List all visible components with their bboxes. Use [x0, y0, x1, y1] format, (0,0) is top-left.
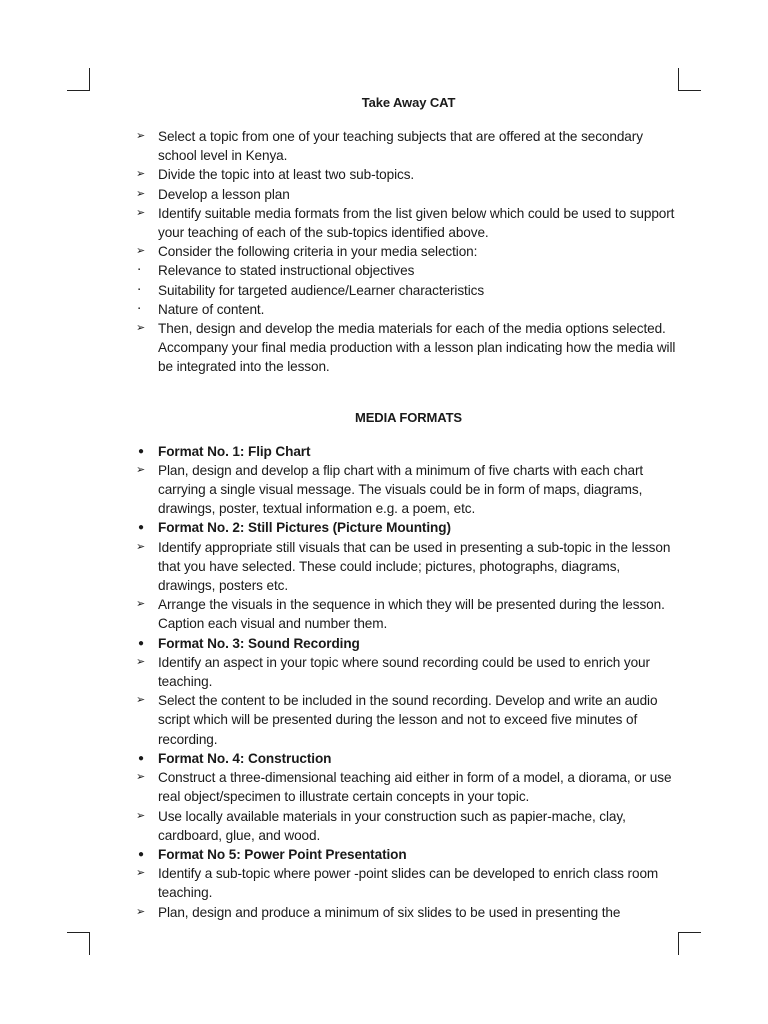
format-instruction-item: [136, 595, 681, 633]
square-bullet-icon: ▪: [138, 267, 141, 274]
document-page: [136, 93, 681, 922]
intro-list-item: [136, 281, 681, 300]
format-heading-item: [136, 845, 681, 864]
bullet-bullet-icon: ●: [138, 752, 144, 764]
list-item-text: Nature of content.: [158, 301, 265, 317]
list-item-text: Develop a lesson plan: [158, 186, 290, 202]
arrow-bullet-icon: ➢: [136, 598, 146, 611]
intro-list-item: [136, 204, 681, 242]
arrow-bullet-icon: ➢: [136, 867, 146, 880]
format-title: Format No. 2: Still Pictures (Picture Mounting): [158, 520, 451, 536]
list-item-text: Construct a three-dimensional teaching aid either in form of a model, a diorama, or use real object/specimen to illustrate certain concepts in your topic.: [158, 770, 672, 805]
intro-list-item: [136, 185, 681, 204]
arrow-bullet-icon: ➢: [136, 187, 146, 200]
format-title: Format No 5: Power Point Presentation: [158, 846, 407, 862]
arrow-bullet-icon: ➢: [136, 540, 146, 553]
arrow-bullet-icon: ➢: [136, 245, 146, 258]
format-instruction-item: [136, 538, 681, 596]
list-item-text: Use locally available materials in your construction such as papier-mache, clay, cardboard, glue, and wood.: [158, 808, 626, 843]
square-bullet-icon: ▪: [138, 286, 141, 293]
arrow-bullet-icon: ➢: [136, 655, 146, 668]
bullet-bullet-icon: ●: [138, 522, 144, 534]
format-heading-item: [136, 634, 681, 653]
list-item-text: Identify appropriate still visuals that can be used in presenting a sub-topic in the lesson that you have selected. These could include; pictures, photographs, diagrams, drawings, posters etc.: [158, 539, 671, 594]
list-item-text: Then, design and develop the media materials for each of the media options selected. Accompany your final media production with a lesson plan indicating how the media will be integrated into the lesson.: [158, 321, 676, 375]
arrow-bullet-icon: ➢: [136, 771, 146, 784]
intro-list-item: [136, 127, 681, 165]
list-item-text: Plan, design and develop a flip chart with a minimum of five charts with each chart carrying a single visual message. The visuals could be in form of maps, diagrams, drawings, poster, textual information e.g. a poem, etc.: [158, 462, 644, 517]
format-heading-item: [136, 518, 681, 537]
arrow-bullet-icon: ➢: [136, 130, 146, 142]
format-instruction-item: [136, 691, 681, 749]
bullet-bullet-icon: ●: [138, 445, 144, 457]
format-title: Format No. 3: Sound Recording: [158, 635, 360, 651]
crop-mark-bottom-left: [67, 932, 90, 955]
list-item-text: Suitability for targeted audience/Learner characteristics: [158, 282, 485, 298]
arrow-bullet-icon: ➢: [136, 905, 146, 918]
intro-list-item: [136, 261, 681, 280]
list-item-text: Plan, design and produce a minimum of six slides to be used in presenting the: [158, 904, 621, 920]
format-title: Format No. 1: Flip Chart: [158, 443, 311, 459]
format-instruction-item: [136, 768, 681, 806]
crop-mark-top-left: [67, 68, 90, 91]
arrow-bullet-icon: ➢: [136, 168, 146, 181]
list-item-text: Relevance to stated instructional objectives: [158, 263, 415, 279]
arrow-bullet-icon: ➢: [136, 809, 146, 822]
format-heading-item: [136, 749, 681, 768]
arrow-bullet-icon: ➢: [136, 322, 146, 335]
format-title: Format No. 4: Construction: [158, 750, 332, 766]
bullet-bullet-icon: ●: [138, 848, 144, 860]
list-item-text: Identify an aspect in your topic where sound recording could be used to enrich your teaching.: [158, 654, 650, 690]
list-item-text: Identify a sub-topic where power -point slides can be developed to enrich class room teaching.: [158, 866, 659, 901]
arrow-bullet-icon: ➢: [136, 206, 146, 219]
intro-list-item: [136, 242, 681, 261]
list-item-text: Identify suitable media formats from the list given below which could be used to support your teaching of each of the sub-topics identified above.: [158, 205, 675, 241]
list-item-text: Select a topic from one of your teaching subjects that are offered at the secondary school level in Kenya.: [158, 129, 643, 164]
format-instruction-item: [136, 864, 681, 902]
intro-list-item: [136, 165, 681, 184]
media-formats-heading: MEDIA FORMATS: [354, 409, 463, 425]
arrow-bullet-icon: ➢: [136, 694, 146, 707]
bullet-bullet-icon: ●: [138, 637, 144, 649]
list-item-text: Select the content to be included in the sound recording. Develop and write an audio script which will be presented during the lesson and not to exceed five minutes of recording.: [158, 693, 658, 747]
square-bullet-icon: ▪: [138, 305, 141, 312]
document-title: Take Away CAT: [361, 95, 456, 110]
format-instruction-item: [136, 461, 681, 519]
intro-list-item: [136, 300, 681, 319]
list-item-text: Consider the following criteria in your media selection:: [158, 244, 478, 260]
arrow-bullet-icon: ➢: [136, 463, 146, 476]
intro-instructions-list: [136, 127, 681, 377]
format-heading-item: [136, 442, 681, 461]
list-item-text: Divide the topic into at least two sub-topics.: [158, 167, 415, 183]
format-instruction-item: [136, 807, 681, 845]
crop-mark-top-right: [678, 68, 701, 91]
format-instruction-item: [136, 653, 681, 691]
media-formats-list: [136, 442, 681, 922]
list-item-text: Arrange the visuals in the sequence in which they will be presented during the lesson. Caption each visual and number them.: [158, 597, 665, 632]
intro-list-item: [136, 319, 681, 377]
crop-mark-bottom-right: [678, 932, 701, 955]
format-instruction-item: [136, 903, 681, 922]
